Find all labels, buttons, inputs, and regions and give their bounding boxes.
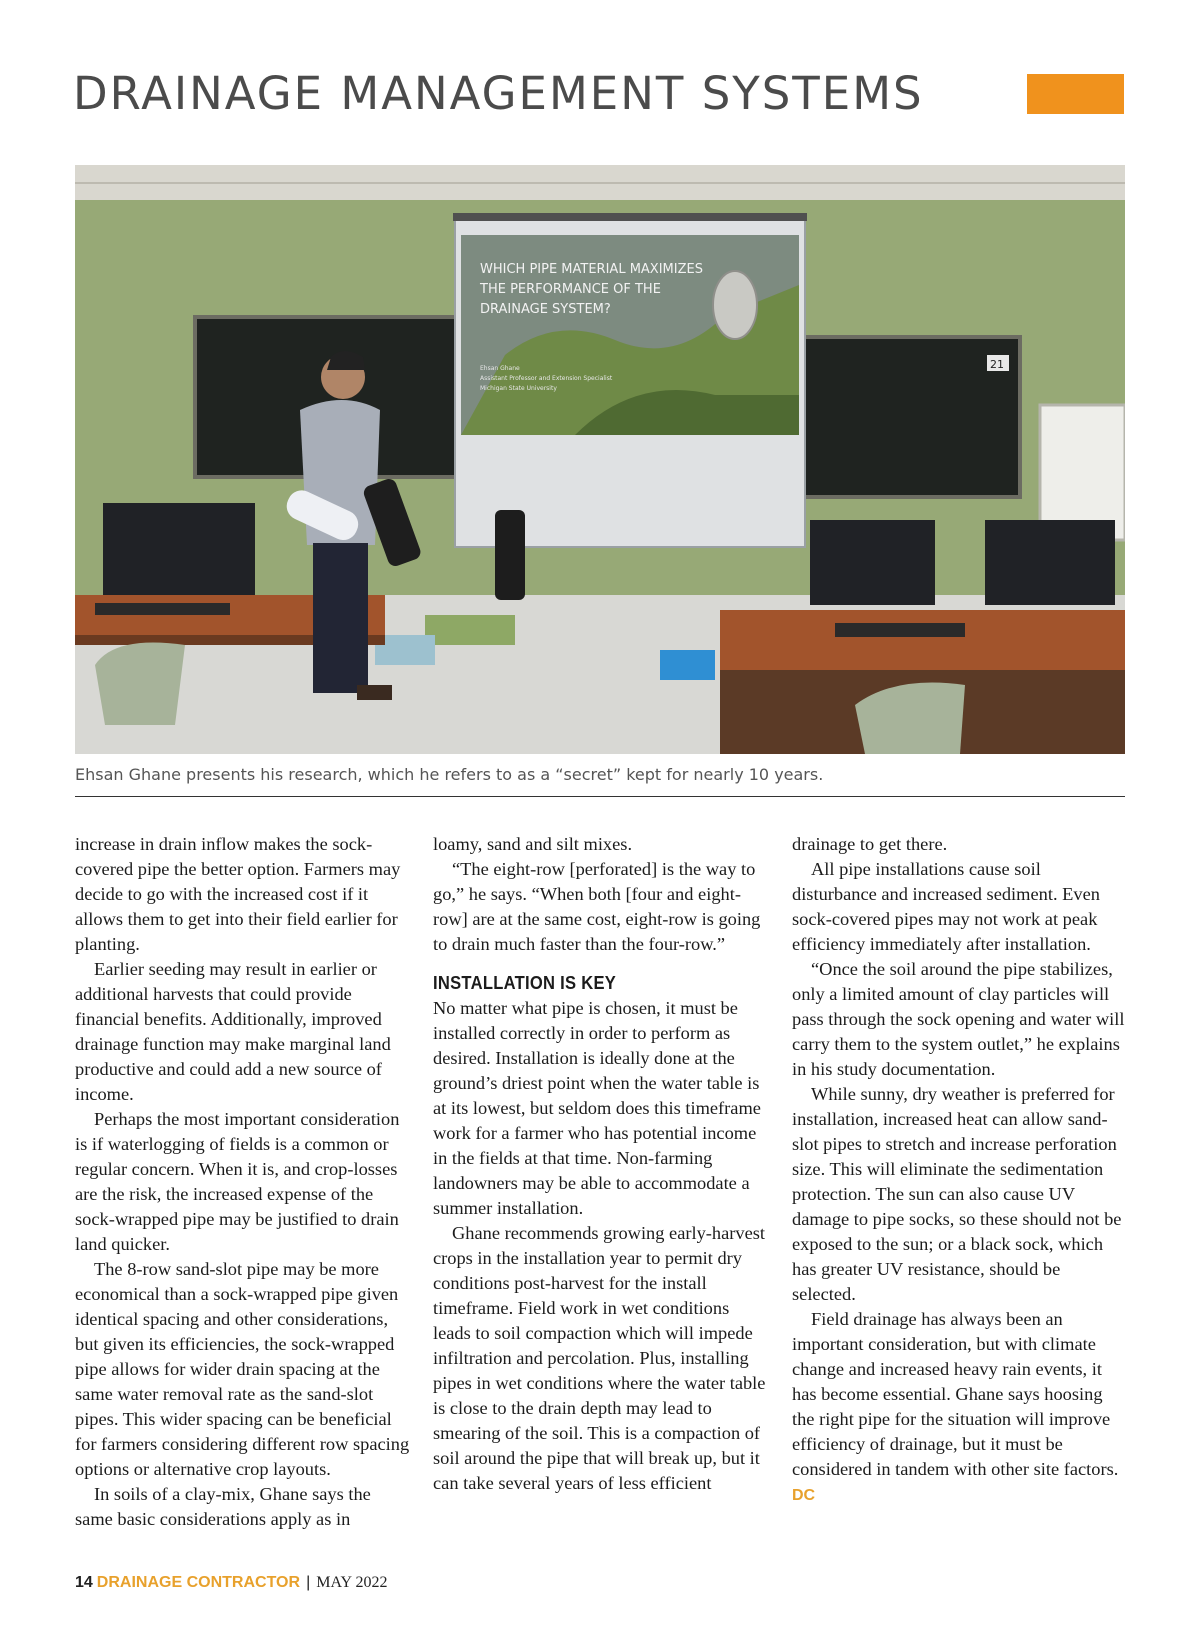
paragraph: While sunny, dry weather is preferred for installation, increased heat can allow sand-slot pipes to stretch and increase perforation size. This will eliminate the sedimentation protection. The sun can also cause UV damage to pipe socks, so these should not be exposed to the sun; or a black sock, which has greater UV resistance, should be selected. (792, 1084, 1122, 1304)
presenter-pants (313, 543, 368, 693)
paragraph: Perhaps the most important consideration is if waterlogging of fields is a common or regular concern. When it is, and crop-losses are the risk, the increased expense of the sock-wrapped pipe may be justified to drain land quicker. (75, 1109, 400, 1254)
article-column-2 (433, 832, 769, 1496)
slide-title-line-1: WHICH PIPE MATERIAL MAXIMIZES (480, 262, 703, 277)
paragraph: loamy, sand and silt mixes. (433, 834, 633, 854)
paragraph: Earlier seeding may result in earlier or additional harvests that could provide financial benefits. Additionally, improved drainage function may make marginal land productive and could add a new source of income. (75, 959, 391, 1104)
closing-paragraph-text: Field drainage has always been an important consideration, but with climate change and increased heavy rain events, it has become essential. Ghane says hoosing the right pipe for the situation will improve efficiency of drainage, but it must be considered in tandem with other site factors. (792, 1309, 1119, 1479)
slide-byline-2: Assistant Professor and Extension Specialist (480, 375, 613, 382)
classroom-illustration (75, 165, 1125, 754)
right-monitor-2 (985, 520, 1115, 605)
slide-title-line-3: DRAINAGE SYSTEM? (480, 302, 611, 317)
article-column-1 (75, 832, 411, 1532)
article-photo (75, 165, 1125, 754)
room-number: 21 (990, 358, 1004, 371)
left-monitor (103, 503, 255, 598)
left-chair (95, 643, 185, 726)
paragraph: All pipe installations cause soil disturbance and increased sediment. Even sock-covered pipes may not work at peak efficiency immediately after installation. (792, 859, 1100, 954)
right-desk (720, 610, 1125, 670)
subheading: INSTALLATION IS KEY (433, 973, 617, 993)
paragraph: Ghane recommends growing early-harvest crops in the installation year to permit dry conditions post-harvest for the install timeframe. Field work in wet conditions leads to soil compaction which will impede infiltration and percolation. Plus, installing pipes in wet conditions where the water table is close to the drain depth may lead to smearing of the soil. This is a compaction of soil around the pipe that will break up, but it can take several years of less efficient (433, 1223, 766, 1493)
paragraph: The 8-row sand-slot pipe may be more economical than a sock-wrapped pipe given identical spacing and other considerations, but given its efficiencies, the sock-wrapped pipe allows for wider drain spacing at the same water removal rate as the sand-slot pipes. This wider spacing can be beneficial for farmers considering different row spacing options or alternative crop layouts. (75, 1259, 410, 1479)
paragraph: “Once the soil around the pipe stabilizes, only a limited amount of clay particles will pass through the sock opening and water will carry them to the system outlet,” he explains in his study documentation. (792, 959, 1125, 1079)
paragraph (792, 1307, 1128, 1508)
magazine-name: DRAINAGE CONTRACTOR (96, 1574, 301, 1591)
footer-separator: | (306, 1574, 311, 1591)
whiteboard (1040, 405, 1125, 540)
section-title: DRAINAGE MANAGEMENT SYSTEMS (73, 67, 924, 120)
caption-divider (75, 796, 1125, 797)
paragraph: drainage to get there. (792, 834, 948, 854)
article-column-3 (792, 832, 1128, 1508)
slide-byline-1: Ehsan Ghane (480, 365, 520, 372)
paragraph: increase in drain inflow makes the sock-covered pipe the better option. Farmers may decide to go with the increased cost if it allows them to get into their field earlier for planting. (75, 834, 401, 954)
section-accent-bar (1027, 74, 1124, 114)
right-chalkboard (775, 337, 1020, 497)
paragraph: No matter what pipe is chosen, it must be installed correctly in order to perform as desired. Installation is ideally done at the ground’s driest point when the water table is at its lowest, but seldom does this timeframe work for a farmer who has potential income in the fields at that time. Non-farming landowners may be able to accommodate a summer installation. (433, 998, 761, 1218)
right-monitor-1 (810, 520, 935, 605)
page-number: 14 (75, 1574, 93, 1591)
paragraph: In soils of a clay-mix, Ghane says the same basic considerations apply as in (75, 1484, 371, 1529)
black-pipe-standing (495, 510, 525, 600)
page-footer (75, 1570, 388, 1594)
paragraph: “The eight-row [perforated] is the way to go,” he says. “When both [four and eight-row] are at the same cost, eight-row is going to drain much faster than the four-row.” (433, 859, 761, 954)
right-keyboard (835, 623, 965, 637)
slide-title-line-2: THE PERFORMANCE OF THE (480, 282, 661, 297)
end-mark: DC (792, 1487, 816, 1504)
slide-byline-3: Michigan State University (480, 385, 557, 392)
photo-caption: Ehsan Ghane presents his research, which he refers to as a “secret” kept for nearly 10 years. (75, 765, 824, 784)
slide-pipe (713, 271, 757, 339)
issue-date: MAY 2022 (316, 1574, 388, 1591)
left-keyboard (95, 603, 230, 615)
